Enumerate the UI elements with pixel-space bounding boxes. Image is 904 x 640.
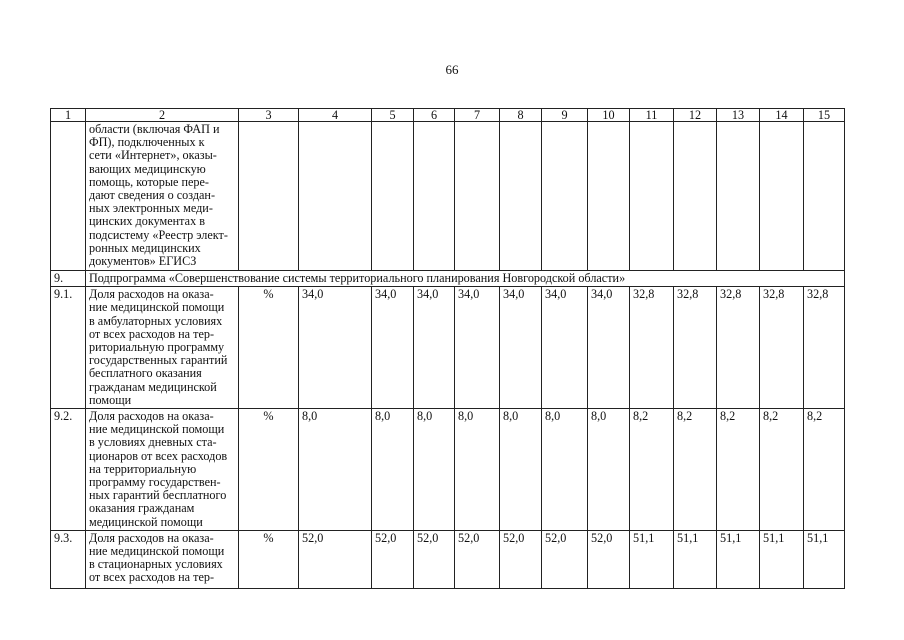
value-cell [674,122,717,271]
value-cell: 8,0 [500,409,542,531]
value-cell: 8,2 [717,409,760,531]
value-cell: 52,0 [299,530,372,588]
value-cell: 8,0 [455,409,500,531]
column-header: 3 [239,109,299,122]
value-cell: 51,1 [674,530,717,588]
value-cell: 51,1 [804,530,845,588]
value-cell: 34,0 [588,287,630,409]
row-number: 9. [51,271,86,287]
section-title: Подпрограмма «Совершенствование системы территориального планирования Новгородской области» [86,271,845,287]
value-cell: 8,0 [299,409,372,531]
column-header: 11 [630,109,674,122]
page-number: 66 [445,62,459,77]
value-cell: 32,8 [804,287,845,409]
value-cell: 8,0 [542,409,588,531]
value-cell: 32,8 [760,287,804,409]
column-header: 4 [299,109,372,122]
value-cell: 34,0 [500,287,542,409]
value-cell: 8,0 [588,409,630,531]
value-cell [542,122,588,271]
column-header: 6 [414,109,455,122]
row-number: 9.1. [51,287,86,409]
column-header: 15 [804,109,845,122]
value-cell [760,122,804,271]
row-unit: % [239,409,299,531]
value-cell: 34,0 [414,287,455,409]
table-row [51,122,845,271]
value-cell [414,122,455,271]
value-cell: 34,0 [542,287,588,409]
column-header: 2 [86,109,239,122]
column-header: 8 [500,109,542,122]
table-row [51,409,845,531]
value-cell: 8,2 [760,409,804,531]
row-description: Доля расходов на оказа- ние медицинской помощи в условиях дневных ста- ционаров от всех расходов на территориальную программу государствен- ных гарантий бесплатного оказания гражданам медицинской помощи [86,409,239,531]
value-cell: 8,0 [372,409,414,531]
value-cell [455,122,500,271]
value-cell: 32,8 [717,287,760,409]
value-cell: 8,2 [630,409,674,531]
value-cell: 51,1 [717,530,760,588]
row-unit: % [239,287,299,409]
value-cell: 34,0 [299,287,372,409]
column-header: 12 [674,109,717,122]
value-cell: 8,2 [804,409,845,531]
row-description: области (включая ФАП и ФП), подключенных к сети «Интернет», оказы- вающих медицинскую помощь, которые пере- дают сведения о создан- ных электронных меди- цинских документах в подсистему «Реестр элект- ронных медицинских документов» ЕГИСЗ [86,122,239,271]
value-cell [630,122,674,271]
value-cell: 52,0 [414,530,455,588]
row-number [51,122,86,271]
value-cell: 32,8 [674,287,717,409]
value-cell: 8,2 [674,409,717,531]
value-cell: 52,0 [588,530,630,588]
value-cell: 51,1 [760,530,804,588]
value-cell: 34,0 [455,287,500,409]
value-cell [717,122,760,271]
column-header: 10 [588,109,630,122]
row-unit [239,122,299,271]
value-cell [372,122,414,271]
table-row [51,530,845,588]
row-description: Доля расходов на оказа- ние медицинской помощи в стационарных условиях от всех расходов на тер- [86,530,239,588]
column-header: 1 [51,109,86,122]
value-cell: 52,0 [372,530,414,588]
row-number: 9.3. [51,530,86,588]
row-description: Доля расходов на оказа- ние медицинской помощи в амбулаторных условиях от всех расходов на тер- риториальную программу государственных гарантий бесплатного оказания гражданам медицинской помощи [86,287,239,409]
value-cell: 34,0 [372,287,414,409]
column-header: 7 [455,109,500,122]
value-cell [299,122,372,271]
value-cell: 52,0 [542,530,588,588]
value-cell: 52,0 [500,530,542,588]
value-cell [804,122,845,271]
value-cell: 52,0 [455,530,500,588]
row-number: 9.2. [51,409,86,531]
row-unit: % [239,530,299,588]
value-cell: 32,8 [630,287,674,409]
section-row [51,271,845,287]
value-cell: 8,0 [414,409,455,531]
value-cell [588,122,630,271]
value-cell: 51,1 [630,530,674,588]
indicator-table [50,108,845,589]
value-cell [500,122,542,271]
column-header: 13 [717,109,760,122]
column-header: 5 [372,109,414,122]
column-header: 14 [760,109,804,122]
table-row [51,287,845,409]
table-header-row [51,109,845,122]
column-header: 9 [542,109,588,122]
